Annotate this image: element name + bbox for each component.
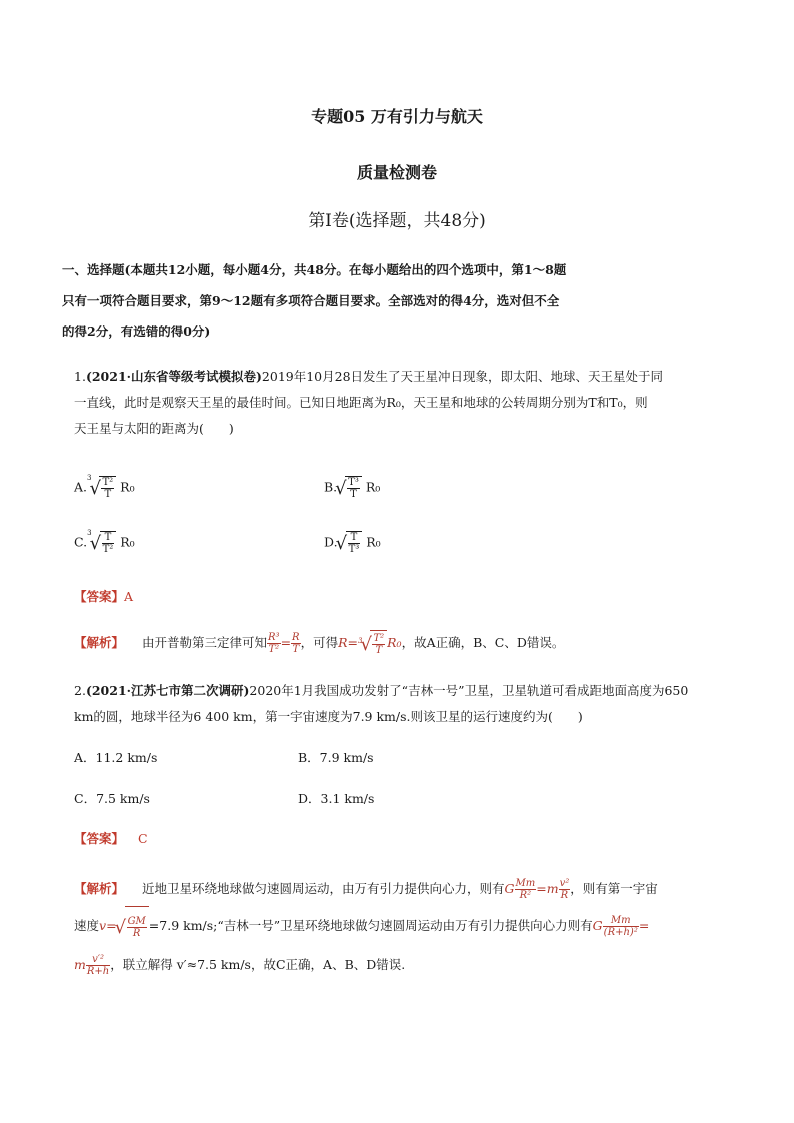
page-title: 专题05 万有引力与航天 (311, 107, 483, 126)
analysis-tag: 【解析】 (74, 635, 125, 650)
q2-answer (74, 826, 148, 852)
option-label: D. (324, 534, 338, 550)
gravity-formula: G $\frac{Mm}{\text{R²}}$ =m $\frac{\text{v²}}{R}$ (504, 878, 570, 901)
option-c[interactable]: C.$^3$ √ $\frac{T}{\text{T²}}$ R₀ (74, 531, 135, 555)
question-text: 2020年1月我国成功发射了“吉林一号”卫星，卫星轨道可看成距地面高度为650 (249, 683, 689, 698)
question-number: 1. (74, 369, 86, 384)
option-a[interactable]: A．11.2 km/s (74, 750, 158, 765)
option-r: R₀ (120, 479, 135, 495)
frac-num: √ T² (102, 477, 114, 488)
q1-analysis (74, 630, 754, 657)
answer-tag: 【答案】 (74, 589, 125, 604)
option-r: R₀ (365, 479, 381, 495)
analysis-text: 速度 (74, 918, 100, 933)
analysis-text: =7.9 km/s;“吉林一号”卫星环绕地球做匀速圆周运动由万有引力提供向心力则有 (148, 918, 593, 933)
question-source: (2021·江苏七市第二次调研) (85, 683, 250, 698)
question-2 (74, 678, 734, 730)
orbit-formula-rhs: m $\frac{\text{v′²}}{R+h}$ (74, 954, 110, 977)
analysis-text: ，故A正确，B、C、D错误。 (401, 635, 565, 650)
analysis-text: ，联立解得 v′≈7.5 km/s，故C正确，A、B、D错误. (110, 957, 406, 972)
result-formula: R=$^3$ √ $\frac{\text{T²}}{T}$ R₀ (338, 635, 401, 650)
question-text: 2019年10月28日发生了天王星冲日现象，即太阳、地球、天王星处于同 (261, 369, 664, 384)
question-text: km的圆，地球半径为6 400 km，第一宇宙速度为7.9 km/s.则该卫星的运行速度约为( ) (74, 709, 583, 724)
option-label: B. (324, 479, 338, 495)
option-r: R₀ (366, 534, 381, 550)
page-subtitle: 质量检测卷 (356, 163, 437, 182)
question-text: 天王星与太阳的距离为( ) (74, 421, 234, 436)
frac-den: T (104, 489, 112, 500)
analysis-text: ，则有第一宇宙 (570, 881, 658, 896)
frac-den: T² (102, 544, 114, 555)
frac-den: T³ (348, 544, 360, 555)
kepler-formula: $\frac{\text{R³}}{\text{T²}}$ = $\frac{R}{T}$ (268, 632, 300, 655)
q2-analysis (74, 872, 754, 983)
answer-value: A (124, 589, 134, 604)
orbit-formula: G $\frac{Mm}{\text{(R+h)²}}$ = (592, 915, 650, 938)
instructions (62, 254, 742, 347)
answer-tag: 【答案】 (74, 831, 125, 846)
analysis-tag: 【解析】 (74, 881, 125, 896)
answer-value: C (138, 831, 148, 846)
instructions-line: 的得2分，有选错的得0分) (62, 324, 211, 339)
option-label: C. (74, 534, 88, 550)
frac-num: √ T (348, 532, 361, 544)
option-label: A. (74, 479, 88, 495)
question-text: 一直线，此时是观察天王星的最佳时间。已知日地距离为R₀，天王星和地球的公转周期分别为T和T₀，则 (74, 395, 648, 410)
frac-num: √ T³ (348, 477, 359, 488)
analysis-text: 近地卫星环绕地球做匀速圆周运动，由万有引力提供向心力，则有 (142, 881, 505, 896)
q1-answer (74, 584, 133, 610)
analysis-text: 由开普勒第三定律可知 (142, 635, 268, 650)
option-b[interactable]: B．7.9 km/s (298, 750, 374, 765)
question-source: (2021·山东省等级考试模拟卷) (85, 369, 262, 384)
option-c[interactable]: C．7.5 km/s (74, 791, 150, 806)
option-d[interactable] (324, 531, 381, 555)
option-d[interactable]: D．3.1 km/s (298, 791, 375, 806)
option-b[interactable] (324, 476, 380, 500)
velocity-formula: v= √ $\frac{GM}{R}$ (99, 918, 149, 933)
option-r: R₀ (120, 534, 135, 550)
section-heading: 第Ⅰ卷(选择题，共48分) (308, 211, 486, 231)
frac-den: T (350, 489, 357, 500)
analysis-text: ，可得 (300, 635, 339, 650)
instructions-line: 只有一项符合题目要求，第9～12题有多项符合题目要求。全部选对的得4分，选对但不全 (62, 293, 560, 308)
question-number: 2. (74, 683, 86, 698)
frac-num: √ T (102, 532, 115, 544)
instructions-line: 一、选择题(本题共12小题，每小题4分，共48分。在每小题给出的四个选项中，第1～8题 (62, 262, 567, 277)
question-1 (74, 364, 734, 442)
option-a[interactable]: A.$^3$ √ $\frac{\text{T²}}{T}$ R₀ (74, 476, 135, 500)
